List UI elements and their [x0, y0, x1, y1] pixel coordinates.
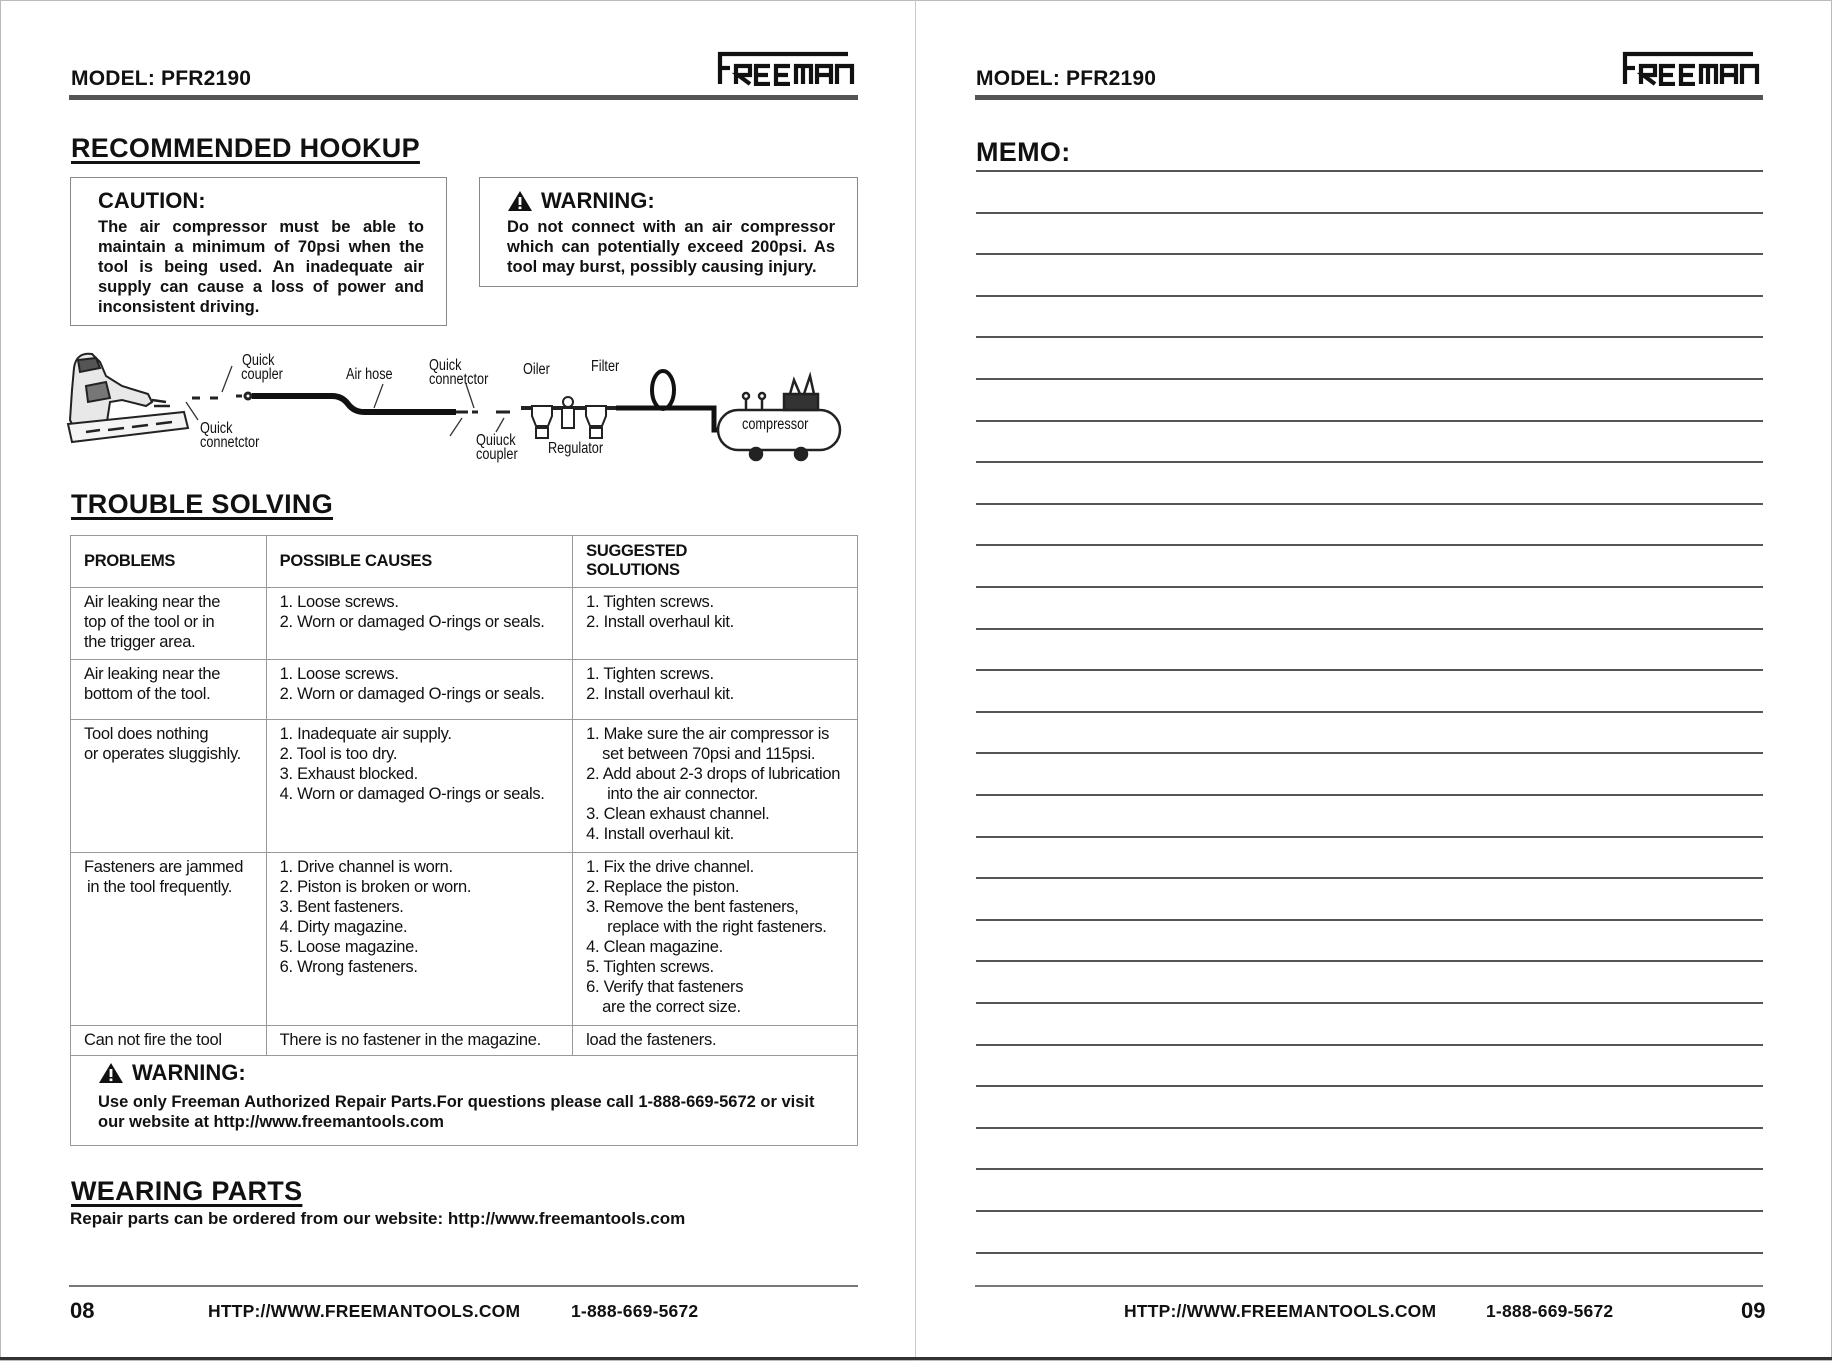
causes-cell: 1. Loose screws. 2. Worn or damaged O-rings or seals.: [266, 588, 573, 660]
solutions-cell: load the fasteners.: [573, 1026, 858, 1056]
problem-cell: Tool does nothing or operates sluggishly.: [71, 720, 267, 853]
caution-text: The air compressor must be able to maintain a minimum of 70psi when the tool is being used. An inadequate air supply can cause a loss of power and inconsistent driving.: [98, 218, 424, 316]
causes-cell: 1. Loose screws. 2. Worn or damaged O-rings or seals.: [266, 660, 573, 720]
header-solutions: SUGGESTED SOLUTIONS: [573, 536, 858, 588]
memo-line: [976, 960, 1763, 962]
trouble-table: [70, 535, 858, 1056]
memo-line: [976, 212, 1763, 214]
label-compressor: compressor: [742, 416, 809, 433]
page-number-left: 08: [70, 1298, 95, 1323]
memo-line: [976, 544, 1763, 546]
warning-heading: [507, 188, 835, 214]
caution-title: CAUTION:: [98, 188, 206, 213]
problem-cell: Fasteners are jammed in the tool frequently.: [71, 853, 267, 1026]
memo-title: MEMO:: [976, 137, 1071, 167]
memo-line: [976, 336, 1763, 338]
causes-cell: There is no fastener in the magazine.: [266, 1026, 573, 1056]
repair-warning-box: [70, 1051, 858, 1146]
memo-line: [976, 586, 1763, 588]
footer-phone-left: 1-888-669-5672: [571, 1301, 699, 1321]
label-quick-connector-top: Quick connetctor: [429, 357, 489, 388]
repair-warning-text: Use only Freeman Authorized Repair Parts.For questions please call 1-888-669-5672 or visit our website at http://www.freemantools.com: [98, 1093, 815, 1131]
problem-cell: Air leaking near the bottom of the tool.: [71, 660, 267, 720]
header-problems: PROBLEMS: [71, 536, 267, 588]
hookup-title: RECOMMENDED HOOKUP: [71, 133, 420, 163]
label-quick-coupler: Quick coupler: [241, 352, 283, 383]
memo-line: [976, 877, 1763, 879]
trouble-title: TROUBLE SOLVING: [71, 489, 334, 519]
label-quick-coupler-bottom: Quiuck coupler: [476, 432, 518, 463]
model-label-right: MODEL: PFR2190: [976, 67, 1157, 90]
memo-line: [976, 919, 1763, 921]
nailer-icon: [68, 354, 188, 442]
memo-line: [976, 1168, 1763, 1170]
footer-phone-right: 1-888-669-5672: [1486, 1301, 1614, 1321]
warning-triangle-icon: [507, 190, 533, 212]
warning-text: Do not connect with an air compressor which can potentially exceed 200psi. As tool may burst, possibly causing injury.: [507, 218, 835, 276]
memo-line: [976, 628, 1763, 630]
problem-cell: Can not fire the tool: [71, 1026, 267, 1056]
memo-line: [976, 1002, 1763, 1004]
table-row: [71, 853, 858, 1026]
solutions-cell: 1. Make sure the air compressor is set between 70psi and 115psi. 2. Add about 2-3 drops of lubrication into the air connector. 3. Clean exhaust channel. 4. Install overhaul kit.: [573, 720, 858, 853]
memo-line: [976, 295, 1763, 297]
memo-line: [976, 711, 1763, 713]
header-rule-right: [975, 95, 1763, 100]
footer-rule-right: [975, 1285, 1763, 1287]
problem-cell: Air leaking near the top of the tool or in the trigger area.: [71, 588, 267, 660]
solutions-cell: 1. Tighten screws. 2. Install overhaul kit.: [573, 660, 858, 720]
repair-warning-title: WARNING:: [132, 1060, 246, 1085]
memo-line: [976, 378, 1763, 380]
label-regulator: Regulator: [548, 440, 604, 457]
freeman-logo: [716, 50, 858, 86]
footer-url-right: HTTP://WWW.FREEMANTOOLS.COM: [1124, 1301, 1437, 1321]
solutions-cell: 1. Fix the drive channel. 2. Replace the piston. 3. Remove the bent fasteners, replace with the right fasteners. 4. Clean magazine. 5. Tighten screws. 6. Verify that fasteners are the correct size.: [573, 853, 858, 1026]
couplers-left: [192, 393, 251, 399]
label-filter: Filter: [591, 358, 620, 375]
warning-title: WARNING:: [541, 188, 655, 213]
table-row: [71, 720, 858, 853]
memo-line: [976, 503, 1763, 505]
causes-cell: 1. Drive channel is worn. 2. Piston is broken or worn. 3. Bent fasteners. 4. Dirty magazine. 5. Loose magazine. 6. Wrong fasteners.: [266, 853, 573, 1026]
table-row: [71, 660, 858, 720]
label-air-hose: Air hose: [346, 366, 393, 383]
frl-unit: [521, 397, 616, 438]
solutions-cell: 1. Tighten screws. 2. Install overhaul kit.: [573, 588, 858, 660]
memo-line: [976, 836, 1763, 838]
table-header-row: [71, 536, 858, 588]
caution-box: [70, 177, 447, 326]
repair-warning-heading: [98, 1060, 830, 1086]
header-causes: POSSIBLE CAUSES: [266, 536, 573, 588]
wearing-text: Repair parts can be ordered from our website: http://www.freemantools.com: [70, 1209, 686, 1228]
hookup-diagram: [66, 346, 858, 471]
memo-line: [976, 170, 1763, 172]
table-row: [71, 588, 858, 660]
memo-line: [976, 1252, 1763, 1254]
memo-line: [976, 1210, 1763, 1212]
memo-line: [976, 461, 1763, 463]
freeman-logo-right: [1621, 50, 1763, 86]
memo-line: [976, 752, 1763, 754]
causes-cell: 1. Inadequate air supply. 2. Tool is too dry. 3. Exhaust blocked. 4. Worn or damaged O-rings or seals.: [266, 720, 573, 853]
memo-line: [976, 669, 1763, 671]
memo-line: [976, 1085, 1763, 1087]
footer-rule: [69, 1285, 858, 1287]
label-quick-connector-bottom: Quick connetctor: [200, 420, 260, 451]
memo-line: [976, 794, 1763, 796]
memo-line: [976, 1127, 1763, 1129]
model-label: MODEL: PFR2190: [71, 67, 252, 90]
air-hose-line: [252, 396, 456, 412]
memo-line: [976, 253, 1763, 255]
warning-box: [479, 177, 858, 287]
label-oiler: Oiler: [523, 361, 550, 378]
warning-triangle-icon: [98, 1062, 124, 1084]
page-number-right: 09: [1741, 1298, 1766, 1323]
wearing-title: WEARING PARTS: [71, 1176, 303, 1206]
memo-line: [976, 1044, 1763, 1046]
header-rule: [69, 95, 858, 100]
memo-line: [976, 420, 1763, 422]
footer-url-left: HTTP://WWW.FREEMANTOOLS.COM: [208, 1301, 521, 1321]
